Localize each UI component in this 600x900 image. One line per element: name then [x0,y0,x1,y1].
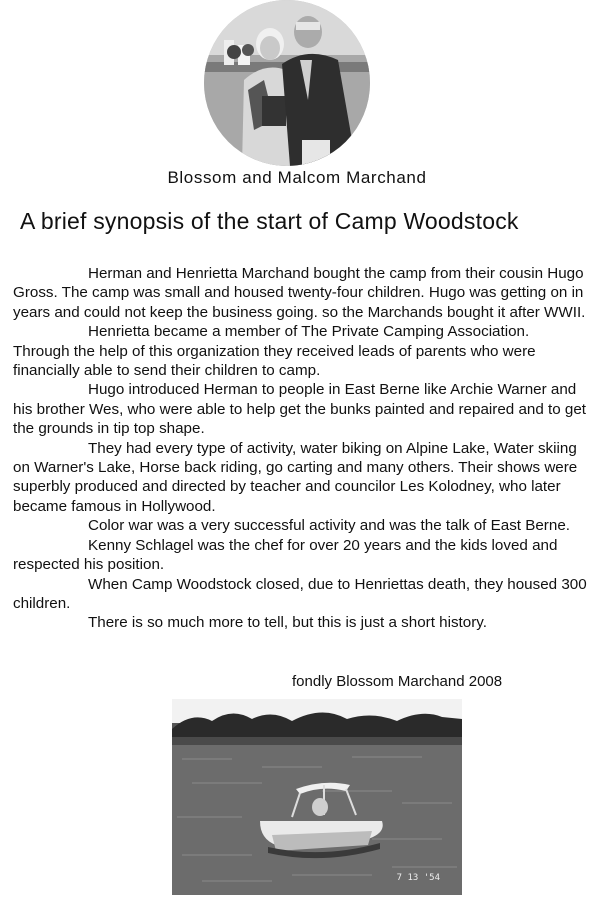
paragraph: Herman and Henrietta Marchand bought the camp from their cousin Hugo Gross. The camp was small and housed twenty-four children. Hugo was getting on in years and could not keep the business going. so the Marchands bought it after WWII. [13,265,586,321]
portrait-image [204,0,370,166]
paragraph: Kenny Schlagel was the chef for over 20 years and the kids loved and respected his position. [13,536,558,574]
paragraph: Henrietta became a member of The Private Camping Association. Through the help of this organization they received leads of parents who were financially able to send their children to camp. [13,323,536,380]
signoff: fondly Blossom Marchand 2008 [292,673,503,690]
page-title: A brief synopsis of the start of Camp Woodstock [20,208,519,234]
paragraph: Hugo introduced Herman to people in East Berne like Archie Warner and his brother Wes, who were able to help get the bunks painted and repaired and to get the grounds in tip top shape. [13,381,587,438]
portrait-photo [204,0,370,166]
paragraph: There is so much more to tell, but this is just a short history. [88,614,487,632]
paragraph: They had every type of activity, water biking on Alpine Lake, Water skiing on Warner's Lake, Horse back riding, go carting and many others. Their shows were superbly produced and directed by teacher and councilor Les Kolodney, who later became famous in Hollywood. [13,439,578,515]
photo-caption: Blossom and Malcom Marchand [167,168,427,187]
paragraph: When Camp Woodstock closed, due to Henriettas death, they housed 300 children. [13,575,587,612]
boat-photo [172,699,462,895]
synopsis-body [13,264,587,633]
paragraph: Color war was a very successful activity and was the talk of East Berne. [88,517,570,535]
photo-date-stamp: 7 13 '54 [396,873,440,883]
boat-image [172,699,462,895]
